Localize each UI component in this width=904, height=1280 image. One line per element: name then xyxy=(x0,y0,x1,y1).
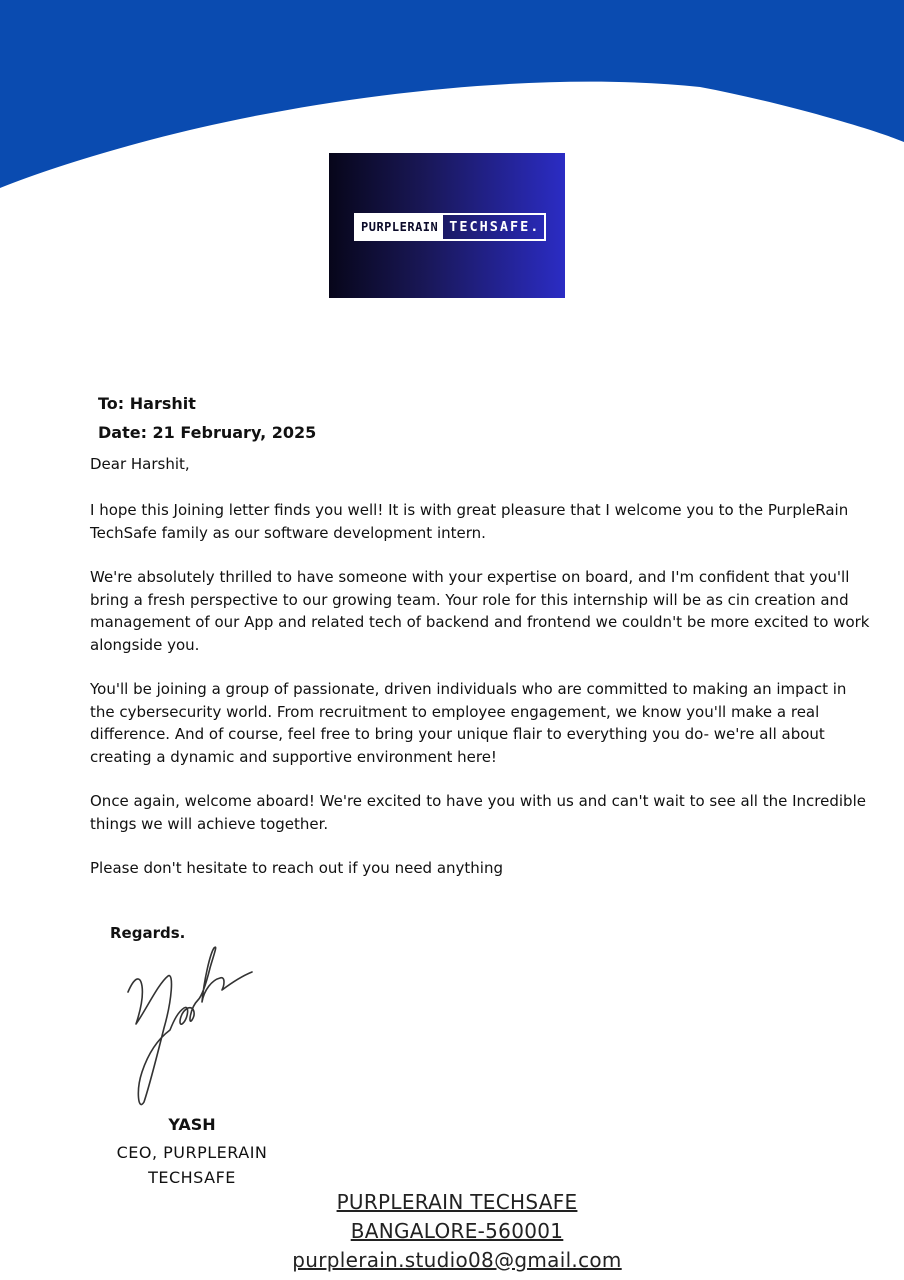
footer-email-link[interactable]: purplerain.studio08@gmail.com xyxy=(292,1248,622,1272)
date-line: Date: 21 February, 2025 xyxy=(98,423,317,442)
logo-badge xyxy=(354,213,546,241)
letter-paragraph: Once again, welcome aboard! We're excited to have you with us and can't wait to see all the Incredible things we will achieve together. xyxy=(90,792,866,833)
footer-address: BANGALORE-560001 xyxy=(350,1219,564,1243)
greeting: Dear Harshit, xyxy=(90,455,190,473)
signer-name: YASH xyxy=(168,1115,216,1134)
logo-text-techsafe: TECHSAFE. xyxy=(449,219,541,235)
letter-paragraph: You'll be joining a group of passionate, driven individuals who are committed to making an impact in the cybersecurity world. From recruitment to employee engagement, we know you'll make a real difference. And of course, feel free to bring your unique flair to everything you do- we're all about creating a dynamic and supportive environment here! xyxy=(90,680,847,766)
company-logo xyxy=(329,153,565,298)
letter-paragraph: Please don't hesitate to reach out if you need anything xyxy=(90,859,503,877)
signature xyxy=(118,940,268,1110)
letter-paragraph: I hope this Joining letter finds you well! It is with great pleasure that I welcome you to the PurpleRain TechSafe family as our software development intern. xyxy=(90,501,849,542)
regards-label: Regards. xyxy=(110,924,186,942)
signer-title: CEO, PURPLERAIN TECHSAFE xyxy=(116,1143,268,1187)
recipient-line: To: Harshit xyxy=(98,394,196,413)
footer-company: PURPLERAIN TECHSAFE xyxy=(336,1190,578,1214)
letter-paragraph: We're absolutely thrilled to have someone with your expertise on board, and I'm confident that you'll bring a fresh perspective to our growing team. Your role for this internship will be as cin creation and management of our App and related tech of backend and frontend we couldn't be more excited to work alongside you. xyxy=(90,568,870,654)
logo-text-purplerain: PURPLERAIN xyxy=(356,215,443,239)
